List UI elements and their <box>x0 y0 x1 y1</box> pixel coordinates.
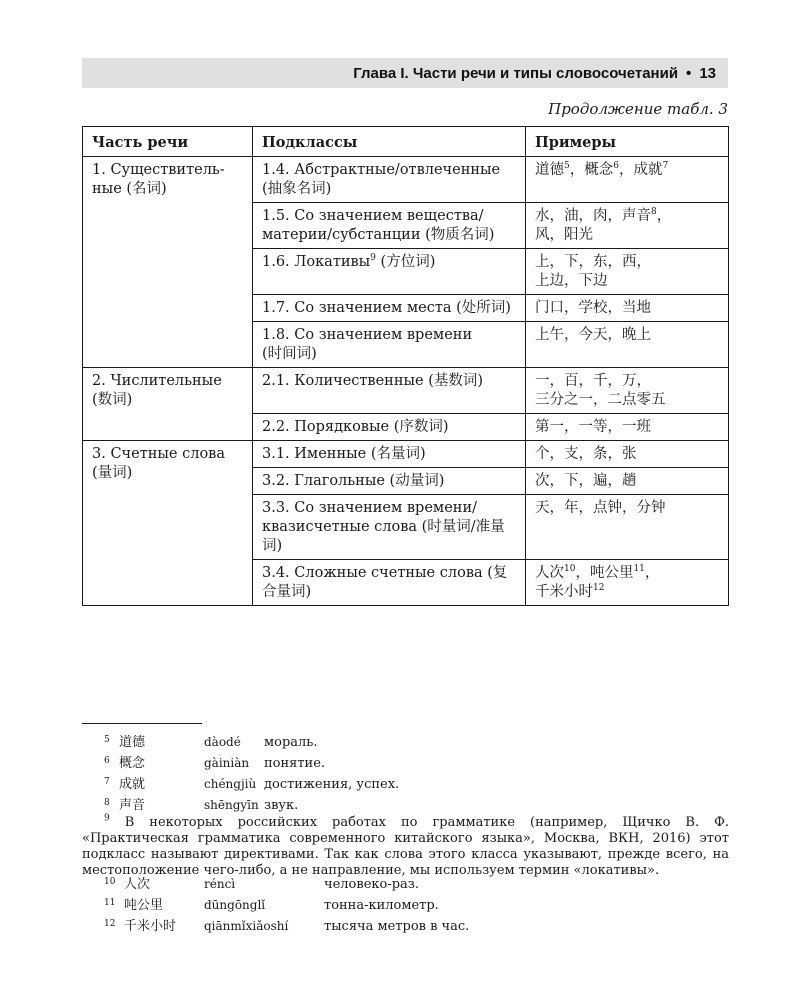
example-cell: 道德$^5$，概念$^6$，成就$^7$ <box>526 157 729 203</box>
footnote-text: В некоторых российских работах по грамматике (например, Щичко В. Ф. «Практическая грамматика современного китайского языка», Москва, ВКН, 2016) этот подкласс называют директивами. Так как слова этого класса указывают, прежде всего, на местоположение чего-либо, а не направление, мы используем термин «локативы». <box>82 815 729 878</box>
footnote-9 <box>82 815 729 879</box>
footnote-hanzi: 概念 <box>119 756 146 771</box>
example-cell: 第一，一等，一班 <box>526 414 729 441</box>
footnote-5 <box>82 734 722 752</box>
example-cell: 水，油，肉，声音$^8$， 风，阳光 <box>526 203 729 249</box>
header-part-of-speech: Часть речи <box>83 127 253 157</box>
footnote-hanzi: 道德 <box>119 735 146 750</box>
footnote-translation: понятие. <box>264 756 326 771</box>
footnote-translation: достижения, успех. <box>264 777 400 792</box>
subclass-cell: 1.8. Со значением времени (时间词) <box>253 322 526 368</box>
subclass-cell: 2.1. Количественные (基数词) <box>253 368 526 414</box>
example-cell: 上，下，东，西， 上边，下边 <box>526 249 729 295</box>
subclass-cell: 1.6. Локативы$^9$ (方位词) <box>253 249 526 295</box>
footnote-8 <box>82 797 722 815</box>
table-row <box>83 441 729 468</box>
footnote-translation: тысяча метров в час. <box>324 919 470 934</box>
subclass-cell: 2.2. Порядковые (序数词) <box>253 414 526 441</box>
subclass-cell: 3.1. Именные (名量词) <box>253 441 526 468</box>
footnote-translation: мораль. <box>264 735 318 750</box>
footnote-number: 7 <box>104 777 110 787</box>
page-number: 13 <box>699 64 716 82</box>
footnote-6 <box>82 755 722 773</box>
footnote-translation: тонна-километр. <box>324 898 439 913</box>
footnote-number: 9 <box>104 813 110 824</box>
parts-of-speech-table <box>82 126 729 606</box>
footnote-11 <box>82 897 722 915</box>
example-cell: 门口，学校，当地 <box>526 295 729 322</box>
example-cell: 个，支，条，张 <box>526 441 729 468</box>
footnote-pinyin: chéngjiù <box>204 777 257 791</box>
footnote-hanzi: 声音 <box>119 798 146 813</box>
header-examples: Примеры <box>526 127 729 157</box>
subclass-cell: 3.2. Глагольные (动量词) <box>253 468 526 495</box>
part-cell: 3. Счетные слова (量词) <box>83 441 253 606</box>
footnote-12 <box>82 918 722 936</box>
footnote-pinyin: dàodé <box>204 735 241 749</box>
example-cell: 次，下，遍，趟 <box>526 468 729 495</box>
table-caption: Продолжение табл. 3 <box>548 100 728 118</box>
subclass-cell: 3.4. Сложные счетные слова (复合量词) <box>253 560 526 606</box>
footnote-number: 12 <box>104 919 116 929</box>
part-cell: 2. Числительные (数词) <box>83 368 253 441</box>
table-header-row <box>83 127 729 157</box>
footnote-number: 10 <box>104 877 116 887</box>
footnote-10 <box>82 876 722 894</box>
footnote-number: 8 <box>104 798 110 808</box>
subclass-cell: 1.7. Со значением места (处所词) <box>253 295 526 322</box>
footnote-hanzi: 人次 <box>124 877 151 892</box>
footnote-number: 6 <box>104 756 110 766</box>
header-bullet: • <box>686 64 692 82</box>
table-row <box>83 368 729 414</box>
part-cell: 1. Существитель- ные (名词) <box>83 157 253 368</box>
example-cell: 上午，今天，晚上 <box>526 322 729 368</box>
chapter-title: Глава I. Части речи и типы словосочетаний <box>353 64 679 82</box>
footnote-translation: человеко-раз. <box>324 877 420 892</box>
example-cell: 一，百，千，万， 三分之一，二点零五 <box>526 368 729 414</box>
footnote-pinyin: dūngōnglǐ <box>204 898 266 912</box>
footnote-translation: звук. <box>264 798 299 813</box>
footnote-separator <box>82 723 202 724</box>
running-header <box>82 58 728 88</box>
example-cell: 天，年，点钟，分钟 <box>526 495 729 560</box>
subclass-cell: 1.5. Со значением вещества/ материи/субстанции (物质名词) <box>253 203 526 249</box>
table-row <box>83 157 729 203</box>
footnote-hanzi: 吨公里 <box>124 898 164 913</box>
footnote-pinyin: gàiniàn <box>204 756 250 770</box>
footnote-hanzi: 千米小时 <box>124 919 177 934</box>
footnote-hanzi: 成就 <box>119 777 146 792</box>
subclass-cell: 3.3. Со значением времени/ квазисчетные слова (时量词/准量词) <box>253 495 526 560</box>
footnote-pinyin: qiānmǐxiǎoshí <box>204 919 289 933</box>
footnote-number: 5 <box>104 735 110 745</box>
subclass-cell: 1.4. Абстрактные/отвлеченные (抽象名词) <box>253 157 526 203</box>
header-subclasses: Подклассы <box>253 127 526 157</box>
example-cell: 人次$^{10}$，吨公里$^{11}$， 千米小时$^{12}$ <box>526 560 729 606</box>
footnote-number: 11 <box>104 898 116 908</box>
footnote-pinyin: shēngyīn <box>204 798 259 812</box>
footnote-pinyin: réncì <box>204 877 236 891</box>
footnote-7 <box>82 776 722 794</box>
